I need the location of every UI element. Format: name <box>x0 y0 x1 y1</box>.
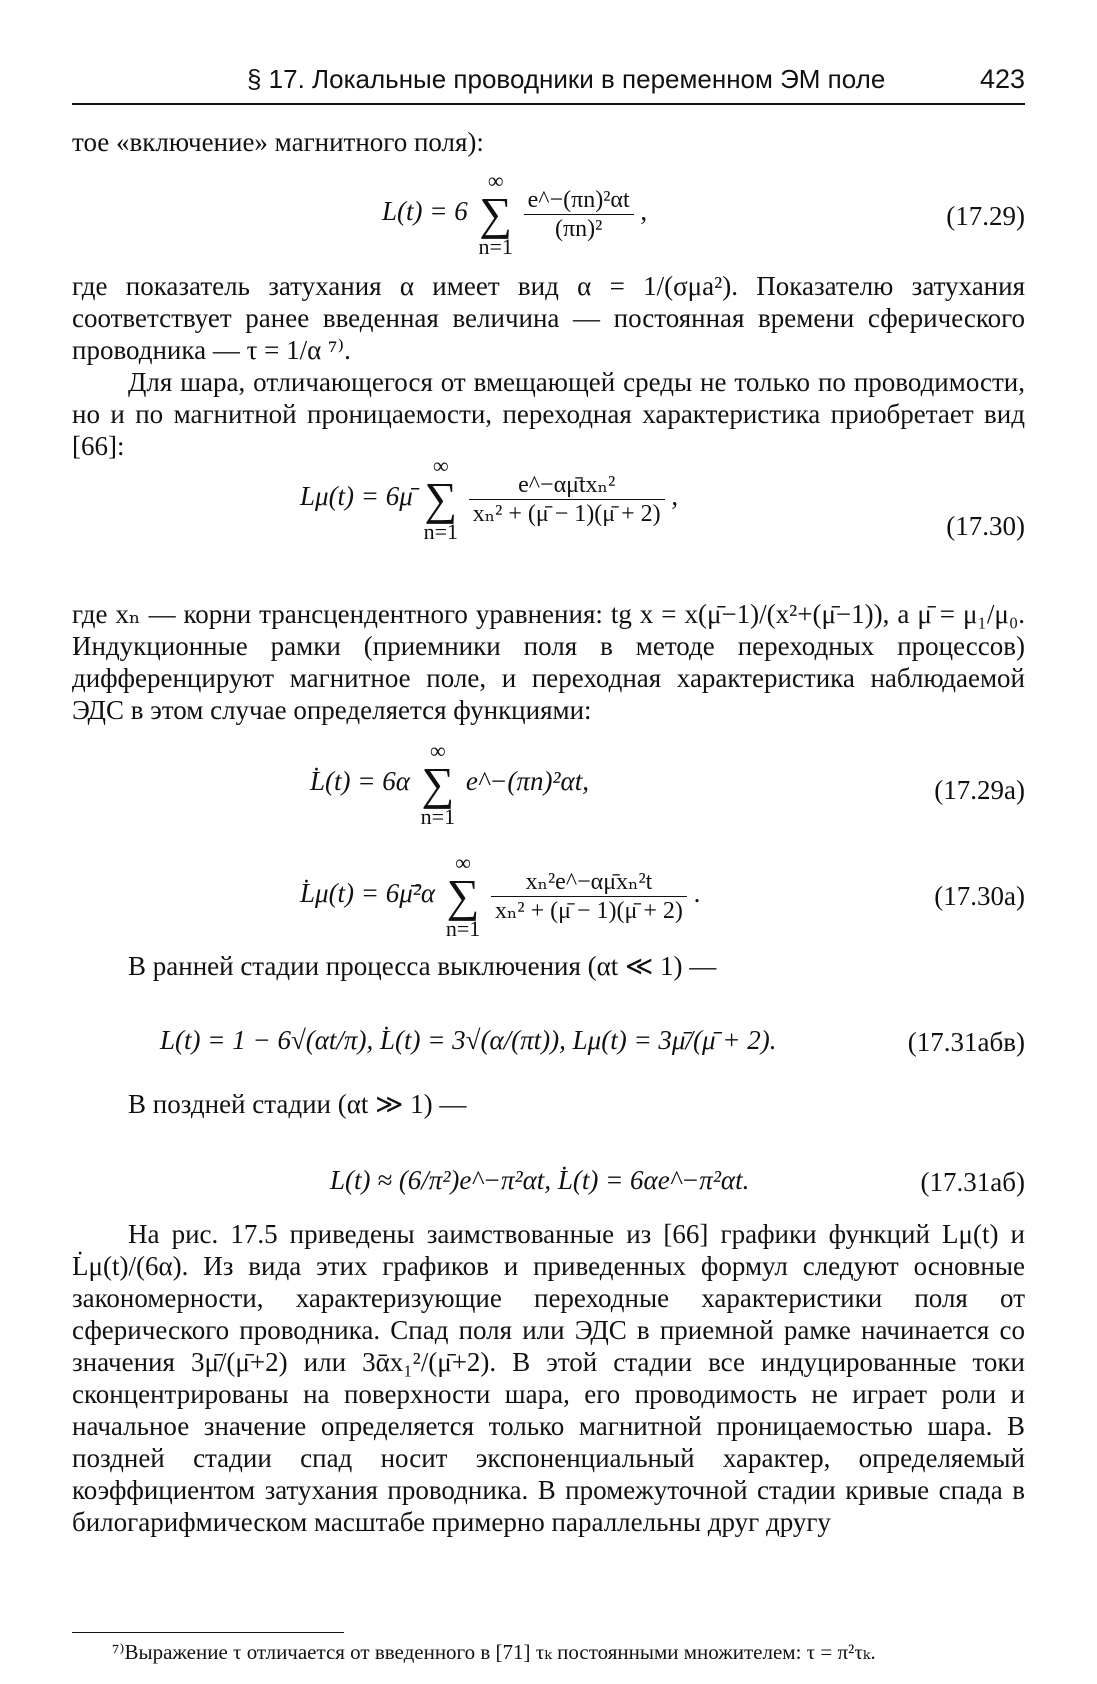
equation-number: (17.30) <box>946 511 1025 541</box>
eq-body: L(t) = 1 − 6√(αt/π), L̇(t) = 3√(α/(πt)), Lμ(t) = 3μ̄/(μ̄ + 2). <box>160 1025 777 1055</box>
equation-17-31abv <box>160 1020 776 1070</box>
sum-bottom: n=1 <box>478 234 513 259</box>
sum-bottom: n=1 <box>423 519 458 544</box>
denominator: xₙ² + (μ̄ − 1)(μ̄ + 2) <box>495 897 683 924</box>
equation-number: (17.29а) <box>934 775 1025 805</box>
eq-lhs: L̇(t) = 6α <box>310 766 410 797</box>
eq-body: L(t) ≈ (6/π²)e^−π²αt, L̇(t) = 6αe^−π²αt. <box>330 1165 750 1195</box>
paragraph-4: где xₙ — корни трансцендентного уравнения: tg x = x(μ̄−1)/(x²+(μ̄−1)), а μ̄ = μ₁/μ₀. Индукционные рамки (приемники поля в методе переходных процессов) дифференцируют магнитное поле, и переходная характеристика наблюдаемой ЭДС в этом случае определяется функциями: <box>72 599 1025 725</box>
paragraph-6: В поздней стадии (αt ≫ 1) — <box>128 1089 467 1119</box>
paragraph-5: В ранней стадии процесса выключения (αt ≪ 1) — <box>128 951 717 981</box>
sum-symbol: ∞ ∑ n=1 <box>420 738 456 829</box>
equation-17-29a <box>310 738 589 829</box>
equation-17-30 <box>300 453 679 544</box>
denominator: xₙ² + (μ̄ − 1)(μ̄ + 2) <box>472 500 661 527</box>
sum-bottom: n=1 <box>420 804 456 829</box>
paragraph-1: тое «включение» магнитного поля): <box>72 127 484 157</box>
sum-top: ∞ <box>487 168 504 193</box>
eq-tail: , <box>671 481 679 512</box>
denominator: (πn)² <box>555 215 603 242</box>
sum-bottom: n=1 <box>445 916 481 941</box>
footnote-rule <box>72 1632 344 1633</box>
eq-lhs: L(t) = 6 <box>382 196 468 227</box>
equation-number: (17.30а) <box>934 881 1025 911</box>
page-header <box>72 64 1025 104</box>
page-number: 423 <box>979 64 1025 94</box>
sum-top: ∞ <box>432 453 449 478</box>
paragraph-7: На рис. 17.5 приведены заимствованные из [66] графики функций Lμ(t) и L̇μ(t)/(6α). Из вида этих графиков и приведенных формул следуют основные закономерности, характеризующие переходные характеристики поля от сферического проводника. Спад поля или ЭДС в приемной рамке начинается со значения 3μ̄/(μ̄+2) или 3ᾱx₁²/(μ̄+2). В этой стадии все индуцированные токи сконцентрированы на поверхности шара, его проводимость не играет роли и начальное значение определяется только магнитной проницаемостью шара. В поздней стадии спад носит экспоненциальный характер, определяемый коэффициентом затухания проводника. В промежуточной стадии кривые спада в билогарифмическом масштабе примерно параллельны друг другу <box>72 1219 1025 1537</box>
eq-lhs: Lμ(t) = 6μ̄ <box>300 481 413 512</box>
eq-tail: , <box>640 196 648 227</box>
fraction <box>491 868 687 925</box>
numerator: xₙ²e^−αμ̄xₙ²t <box>491 868 687 897</box>
equation-number: (17.29) <box>946 201 1025 231</box>
numerator: e^−(πn)²αt <box>524 186 634 215</box>
eq-lhs: L̇μ(t) = 6μ̄²α <box>300 878 436 909</box>
sum-symbol: ∞ ∑ n=1 <box>478 168 513 259</box>
paragraph-3: Для шара, отличающегося от вмещающей среды не только по проводимости, но и по магнитной проницаемости, переходная характеристика приобретает вид [66]: <box>72 367 1025 461</box>
fraction <box>524 186 634 243</box>
footnote: ⁷⁾Выражение τ отличается от введенного в [71] τₖ постоянными множителем: τ = π²τₖ. <box>112 1640 876 1664</box>
equation-number: (17.31аб) <box>920 1167 1025 1197</box>
numerator: e^−αμ̄txₙ² <box>469 471 665 500</box>
header-title: § 17. Локальные проводники в переменном ЭМ поле <box>247 64 886 94</box>
sum-top: ∞ <box>430 738 446 763</box>
sum-symbol: ∞ ∑ n=1 <box>423 453 458 544</box>
equation-17-31ab <box>330 1160 749 1210</box>
equation-number: (17.31абв) <box>907 1027 1025 1057</box>
paragraph-2: где показатель затухания α имеет вид α = 1/(σμa²). Показателю затухания соответствует ранее введенная величина — постоянная времени сферического проводника — τ = 1/α ⁷⁾. <box>72 271 1025 365</box>
sum-symbol: ∞ ∑ n=1 <box>445 850 481 941</box>
equation-17-30a <box>300 850 701 941</box>
fraction <box>469 471 665 528</box>
eq-tail: . <box>693 878 701 909</box>
header-rule <box>72 103 1025 105</box>
sum-top: ∞ <box>455 850 471 875</box>
eq-body: e^−(πn)²αt, <box>465 766 589 797</box>
equation-17-29 <box>382 168 648 259</box>
